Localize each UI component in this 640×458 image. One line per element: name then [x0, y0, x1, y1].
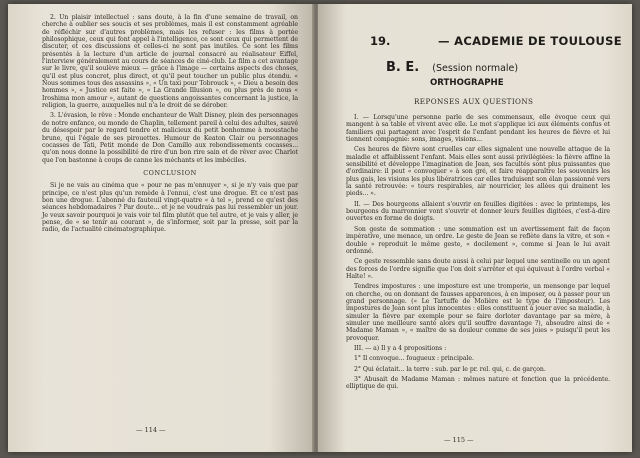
paragraph-escape-dream: 3. L'évasion, le rêve : Monde enchanteur de Walt Disney, plein des personnages de notre enfance, ou monde de Chaplin, tellement pareil à celui des adultes, sauvé du désespoir par le regard tendre et malicieux du petit bonhomme à moustache brune, qui l'égale de ses pirouettes. Humour de Keaton Clair ou personnages cocasses de Tati, Petit monde de Don Camillo aux rebondissements cocasses... qu'on nous donne la possibilité de rire d'un bon rire sain et de rêver avec Charlot que l'on bastonne à coups de canne les méchants et les imbéciles.: [42, 112, 298, 164]
right-text-column: [346, 114, 610, 394]
left-page: [8, 4, 314, 452]
page-number-right: — 115 —: [444, 436, 474, 444]
subject-title: ORTHOGRAPHE: [430, 78, 504, 88]
paragraph-answer-2c: Ce geste ressemble sans doute aussi à celui par lequel une sentinelle ou un agent des forces de l'ordre signifie que l'on doit s'arrêter et qui équivaut à l'ordre verbal « Halte! ».: [346, 258, 610, 280]
exam-line: [386, 56, 518, 75]
academy-title: [438, 34, 622, 48]
paragraph-answer-3-2: 2° Qui éclatait... la terre : sub. par le pr. rel. qui, c. de garçon.: [354, 365, 546, 373]
paragraph-answer-3-1: 1° Il convoque... fougueux : principale.: [354, 355, 474, 363]
paragraph-answer-1: I. — Lorsqu'une personne parle de ses commensaux, elle évoque ceux qui mangent à sa table et vivent avec elle. Le mot s'applique ici aux éléments confus et familiers qui partagent avec l'esprit de l'enfant pendant les heures de fièvre et lui tiennent compagnie: sons, images, visions...: [346, 114, 610, 144]
left-text-column: [42, 14, 298, 237]
paragraph-answer-2: II. — Des bourgeons allaient s'ouvrir en feuilles digitées : avec le printemps, les bourgeons du marronnier vont s'ouvrir et donner leurs feuilles digitées, c'est-à-dire ouvertes en forme de doigts.: [346, 200, 610, 223]
academy-name: ACADEMIE DE TOULOUSE: [454, 34, 622, 48]
open-book-spread: [8, 4, 632, 452]
exam-name: B. E.: [386, 60, 420, 75]
paragraph-answer-2d: Tendres impostures : une imposture est une tromperie, un mensonge par lequel on cherche, ou on donnant de fausses apparences, à en imposer, ou à passer pour un grand personnage. (« Le Tartuffe de Molière est le type de l'imposteur). Les impostures de Jean sont plus innocentes : elles constituent à jouer avec sa maladie, à simuler la fièvre par exemple pour se faire dorloter davantage par sa mère, à simuler une meilleure santé alors qu'il souffre davantage ?), absoudre ainsi de « Madame Maman », « maître de sa douleur comme de ses joies » puisqu'il peut les provoquer.: [346, 283, 610, 342]
paragraph-answer-2b: Son geste de sommation : une sommation est un avertissement fait de façon impérative, une menace, un ordre. Le geste de Jean se reflète dans la vitre, et son « double » reproduit le même geste, « docilement », comme si Jean le lui avait ordonné.: [346, 225, 610, 255]
page-number-left: — 114 —: [136, 426, 166, 434]
session-label: (Session normale): [432, 63, 519, 74]
paragraph-answer-3-3: 3° Abusait de Madame Maman : mêmes nature et fonction que la précédente. elliptique de qui.: [346, 376, 610, 391]
paragraph-answer-1b: Ces heures de fièvre sont cruelles car elles signalent une nouvelle attaque de la maladie et affaiblissent l'enfant. Mais elles sont aussi privilégiées: la fièvre affine la sensibilité et développe l'imagination de Jean, ses facultés sont plus puissantes que d'ordinaire: il peut « convoquer » à son gré, et faire réapparaître les souvenirs les plus gais, les visions les plus libératrices car elles traduisent son élan passionné vers la santé retrouvée: « tours respirables, air nourricier, les allées qui drainent les pieds... ».: [346, 146, 610, 198]
title-dash: —: [438, 34, 450, 48]
answers-heading: REPONSES AUX QUESTIONS: [414, 97, 534, 106]
paragraph-conclusion: Si je ne vais au cinéma que « pour ne pas m'ennuyer », si je n'y vais que par principe, ce n'est plus qu'un remède à l'ennui, c'est une drogue. Et ce n'est pas bon une drogue. L'abonné du fauteuil vingt-quatre « à tel », prend ce qu'est des séances hebdomadaires ? Par doute... et je ne voudrais pas lui ressembler un jour. Je veux savoir pourquoi je vais voir tel film plutôt que tel autre, et je vais y aller, je pense, de « se tenir au courant », de s'informer, soit par la presse, soit par la radio, de l'actualité cinématographique.: [42, 182, 298, 234]
paragraph-answer-3: III. — a) Il y a 4 propositions :: [354, 344, 447, 352]
exercise-number: 19.: [370, 34, 391, 48]
right-page: [318, 4, 632, 452]
paragraph-intellectual-pleasure: 2. Un plaisir intellectuel : sans doute, à la fin d'une semaine de travail, on cherche à oublier ses soucis et ses problèmes, mais il est constamment agréable de réfléchir sur d'autres problèmes, mais les refuser : les films à portée philosophique, ceux qui font appel à l'intelligence, ce sont ceux qui permettent de discuter, et ces discussions et celles-ci ne sont pas inutiles. Ce sont les films présentés à la lecture d'un article de journal consacré au réalisateur Eiffel, l'interview généralement au cours de séances de ciné-club. Le film a cet avantage sur le livre, qu'il soulève mieux — grâce à l'image — certains aspects des choses, qu'il est plus concret, plus direct, et qu'il peut toucher un public plus étendu. « Nous sommes tous des assassins », « Un taxi pour Tobrouck », « Dieu a besoin des hommes », « Justice est faite », « La Grande Illusion », ou plus près de nous « Iroshima mon amour », autant de questions angoissantes concernant la justice, la religion, la guerre, auxquelles nul n'a le droit de se dérober.: [42, 14, 298, 110]
conclusion-heading: CONCLUSION: [143, 168, 197, 177]
